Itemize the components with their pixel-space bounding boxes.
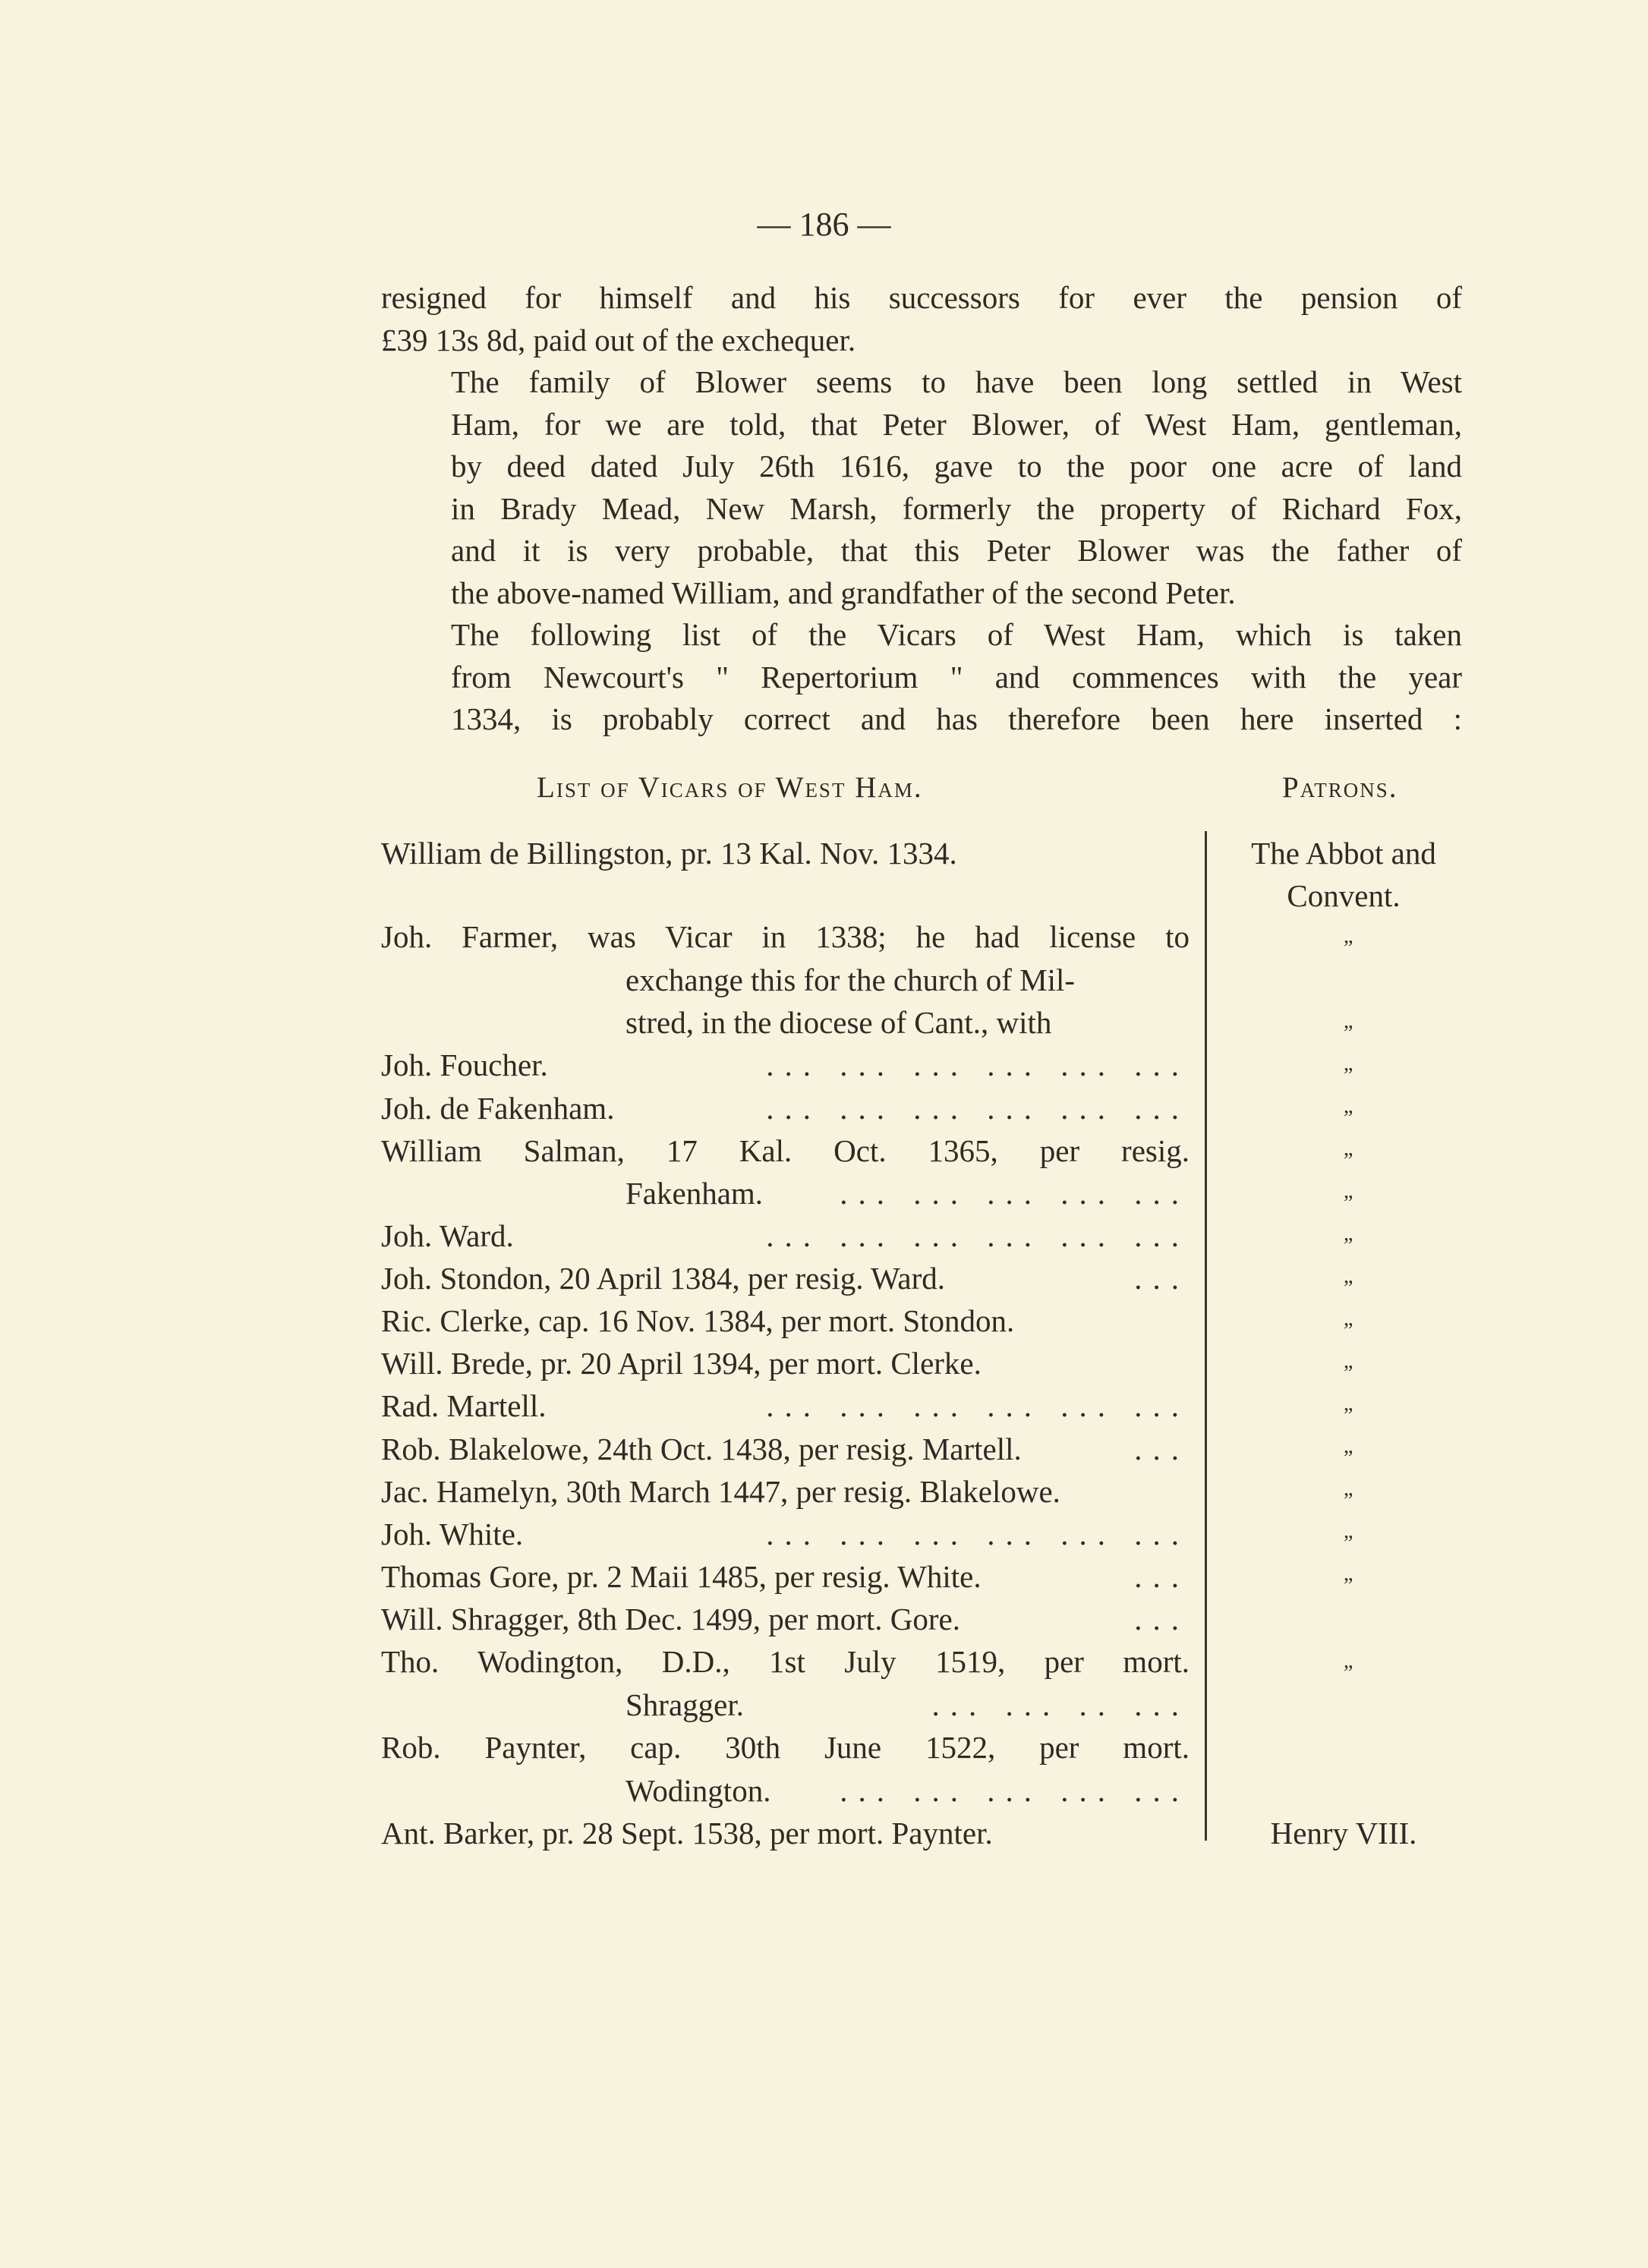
vicars-heading: List of Vicars of West Ham. (537, 771, 923, 804)
vicar-entry (381, 1428, 1190, 1470)
vicar-entry-text: Joh. White. (381, 1517, 524, 1551)
vicar-entry-text: Will. Brede, pr. 20 April 1394, per mort. Clerke. (381, 1346, 982, 1381)
ditto-mark: ” (1344, 1532, 1353, 1555)
page-number: — 186 — (757, 206, 891, 243)
vicar-entry-text: Fakenham. (625, 1176, 764, 1211)
vicar-entry (381, 1726, 1190, 1769)
ditto-mark: ” (1344, 937, 1353, 960)
vicar-entry-text: William Salman, 17 Kal. Oct. 1365, per resig. (381, 1133, 1190, 1168)
vicar-entry (625, 1001, 1190, 1044)
leader-dots: ... ... ... ... ... ... (766, 1388, 1190, 1423)
vicar-entry (381, 1470, 1190, 1513)
paragraph-3 (381, 614, 1462, 741)
ditto-mark: ” (1344, 1489, 1353, 1513)
patron-text: The Abbot and (1251, 836, 1436, 871)
patron-text: Convent. (1287, 878, 1401, 913)
vicar-entry (381, 1299, 1190, 1342)
vicar-entry-text: Will. Shragger, 8th Dec. 1499, per mort. Gore. (381, 1602, 960, 1636)
text-line: 1334, is probably correct and has therefore been here inserted : (451, 701, 1462, 736)
vicar-entry (381, 1598, 1190, 1640)
paragraph-1 (381, 277, 1462, 361)
leader-dots: ... ... ... ... ... ... (766, 1517, 1190, 1551)
vicar-entry (381, 1640, 1190, 1683)
text-line: Ham, for we are told, that Peter Blower, of West Ham, gentleman, (451, 406, 1462, 442)
ditto-mark: ” (1344, 1404, 1353, 1428)
text-line: The following list of the Vicars of West Ham, which is taken (451, 617, 1462, 652)
vicar-entry-text: Rob. Paynter, cap. 30th June 1522, per mort. (381, 1730, 1190, 1765)
ditto-mark: ” (1344, 1064, 1353, 1088)
vicar-entry-text: Wodington. (625, 1773, 771, 1808)
vicar-entry (381, 1257, 1190, 1299)
leader-dots: ... ... ... ... ... ... (766, 1091, 1190, 1126)
paragraph-2 (381, 361, 1462, 614)
vicar-entry-text: Joh. de Fakenham. (381, 1091, 615, 1126)
vicar-entry (625, 1172, 1190, 1214)
ditto-mark: ” (1344, 1192, 1353, 1215)
patrons-heading: Patrons. (1282, 771, 1398, 804)
list-heading (381, 770, 1462, 816)
ditto-mark: ” (1344, 1022, 1353, 1045)
vicar-entry (381, 1513, 1190, 1555)
ditto-mark: ” (1344, 1277, 1353, 1300)
leader-dots: ... ... ... ... ... (840, 1773, 1190, 1808)
leader-dots: ... ... ... ... ... (840, 1176, 1190, 1211)
leader-dots: ... ... ... ... ... ... (766, 1047, 1190, 1082)
vicar-entry-text: Joh. Stondon, 20 April 1384, per resig. Ward. (381, 1261, 946, 1296)
vicar-entry-text: Jac. Hamelyn, 30th March 1447, per resig. Blakelowe. (381, 1474, 1060, 1509)
vicar-entry-text: Joh. Farmer, was Vicar in 1338; he had license to (381, 919, 1190, 954)
ditto-mark: ” (1344, 1662, 1353, 1685)
vicar-entry-text: Rob. Blakelowe, 24th Oct. 1438, per resig. Martell. (381, 1432, 1022, 1466)
ditto-mark: ” (1344, 1234, 1353, 1258)
text-line: The family of Blower seems to have been long settled in West (451, 364, 1462, 399)
vicar-entry (625, 959, 1190, 1001)
vicar-entry-text: Joh. Ward. (381, 1218, 514, 1253)
leader-dots: ... (1134, 1261, 1190, 1296)
vicar-entry (381, 1812, 1190, 1854)
text-line: in Brady Mead, New Marsh, formerly the property of Richard Fox, (451, 490, 1462, 526)
vicar-entry (625, 1769, 1190, 1812)
leader-dots: ... ... .. ... (931, 1687, 1190, 1722)
vicar-entry (381, 1342, 1190, 1384)
vicar-entry-text: William de Billingston, pr. 13 Kal. Nov. 1334. (381, 836, 957, 871)
ditto-mark: ” (1344, 1447, 1353, 1470)
ditto-mark: ” (1344, 1149, 1353, 1173)
text-line: from Newcourt's " Repertorium " and commences with the year (451, 659, 1462, 695)
text-line: and it is very probable, that this Peter Blower was the father of (451, 533, 1462, 568)
vicar-entry-text: Ric. Clerke, cap. 16 Nov. 1384, per mort. Stondon. (381, 1303, 1015, 1338)
leader-dots: ... (1134, 1559, 1190, 1594)
vicar-entry-text: Joh. Foucher. (381, 1047, 548, 1082)
vicar-entry-text: Rad. Martell. (381, 1388, 547, 1423)
vicar-entry-text: stred, in the diocese of Cant., with (625, 1005, 1052, 1040)
ditto-mark: ” (1344, 1574, 1353, 1598)
vicar-entry-text: Shragger. (625, 1687, 744, 1722)
vicar-entry (625, 1684, 1190, 1726)
text-line: by deed dated July 26th 1616, gave to the poor one acre of land (451, 449, 1462, 484)
leader-dots: ... (1134, 1432, 1190, 1466)
vicar-entry-text: Tho. Wodington, D.D., 1st July 1519, per mort. (381, 1644, 1190, 1679)
column-divider (1205, 831, 1207, 1841)
vicar-entry (381, 1384, 1190, 1427)
patron-text: Henry VIII. (1270, 1816, 1417, 1851)
vicar-entry-text: Thomas Gore, pr. 2 Maii 1485, per resig. White. (381, 1559, 982, 1594)
ditto-mark: ” (1344, 1319, 1353, 1343)
vicar-entry (381, 915, 1190, 958)
vicar-entry-text: exchange this for the church of Mil- (625, 962, 1076, 997)
text-line: £39 13s 8d, paid out of the exchequer. (381, 322, 856, 358)
vicar-entry (381, 832, 1190, 874)
ditto-mark: ” (1344, 1107, 1353, 1130)
vicar-entry-text: Ant. Barker, pr. 28 Sept. 1538, per mort. Paynter. (381, 1816, 993, 1851)
text-line: resigned for himself and his successors for ever the pension of (381, 280, 1462, 315)
vicar-entry (381, 1214, 1190, 1257)
body-text (381, 277, 1462, 741)
vicar-entry (381, 1044, 1190, 1086)
leader-dots: ... (1134, 1602, 1190, 1636)
text-line: the above-named William, and grandfather of the second Peter. (451, 575, 1236, 610)
leader-dots: ... ... ... ... ... ... (766, 1218, 1190, 1253)
vicar-entry (381, 1087, 1190, 1129)
vicar-entry (381, 1129, 1190, 1172)
vicar-entry (381, 1555, 1190, 1598)
ditto-mark: ” (1344, 1362, 1353, 1385)
